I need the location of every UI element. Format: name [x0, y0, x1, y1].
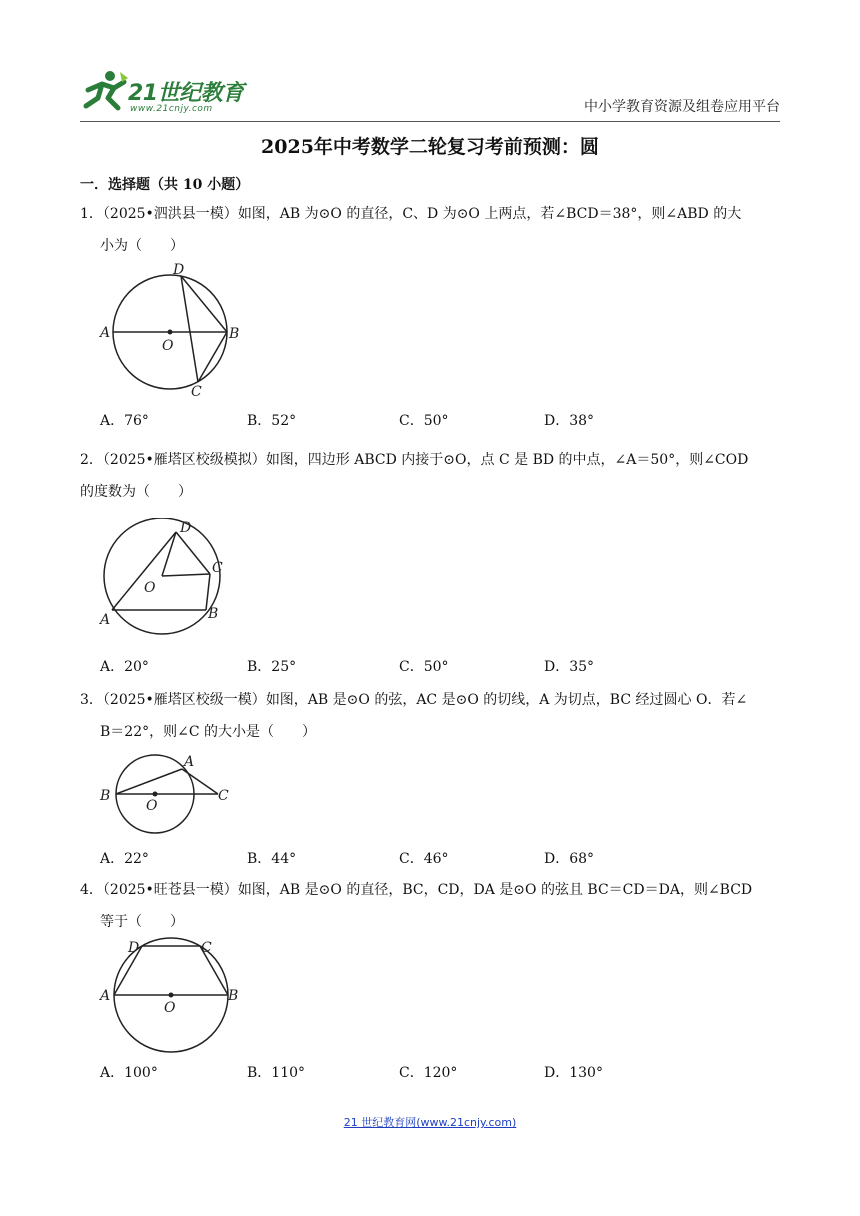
runner-logo-icon [80, 68, 130, 114]
figure-4 [96, 936, 246, 1058]
platform-label: 中小学教育资源及组卷应用平台 [584, 99, 780, 115]
label-b: B [100, 788, 111, 804]
option-b[interactable]: B．52° [247, 413, 297, 429]
question-number: 2． [80, 452, 103, 468]
option-b[interactable]: B．44° [247, 851, 297, 867]
page-header [80, 64, 780, 122]
question-3 [80, 684, 780, 748]
label-a: A [184, 754, 195, 770]
label-o: O [144, 580, 156, 596]
question-text: 如图，AB 为⊙O 的直径，C、D 为⊙O 上两点，若∠BCD＝38°，则∠ABD 的大 [237, 206, 742, 222]
logo-text: 21世纪教育 [128, 81, 244, 106]
option-a[interactable]: A．100° [100, 1065, 158, 1081]
label-b: B [229, 326, 240, 342]
question-source: （2025•泗洪县一模） [102, 206, 238, 222]
label-d: D [173, 262, 185, 278]
option-a[interactable]: A．22° [100, 851, 149, 867]
logo [80, 68, 250, 118]
label-o: O [146, 798, 158, 814]
option-c[interactable]: C．50° [399, 659, 449, 675]
question-source: （2025•雁塔区校级模拟） [102, 452, 266, 468]
question-number: 3． [80, 692, 103, 708]
label-c: C [191, 384, 202, 400]
footer-link[interactable]: 21 世纪教育网(www.21cnjy.com) [343, 1116, 517, 1129]
option-d[interactable]: D．130° [544, 1065, 603, 1081]
question-number: 1． [80, 206, 103, 222]
question-text: 如图，四边形 ABCD 内接于⊙O，点 C 是 BD 的中点，∠A＝50°，则∠COD [265, 452, 749, 468]
figure-2 [96, 518, 236, 648]
label-a: A [100, 325, 111, 341]
question-source: （2025•雁塔区校级一模） [102, 692, 266, 708]
question-text-cont: 的度数为（ ） [80, 484, 192, 500]
question-text-cont: 小为（ ） [100, 238, 184, 254]
option-d[interactable]: D．38° [544, 413, 595, 429]
label-a: A [100, 612, 111, 628]
question-text-cont: B＝22°，则∠C 的大小是（ ） [100, 724, 316, 740]
option-c[interactable]: C．50° [399, 413, 449, 429]
label-c: C [201, 940, 212, 956]
question-text-cont: 等于（ ） [100, 914, 184, 930]
option-d[interactable]: D．68° [544, 851, 595, 867]
option-b[interactable]: B．110° [247, 1065, 306, 1081]
label-o: O [162, 338, 174, 354]
header-divider [80, 121, 780, 122]
label-o: O [164, 1000, 176, 1016]
option-c[interactable]: C．120° [399, 1065, 458, 1081]
label-c: C [218, 788, 229, 804]
label-a: A [100, 988, 111, 1004]
option-a[interactable]: A．76° [100, 413, 149, 429]
option-c[interactable]: C．46° [399, 851, 449, 867]
question-text: 如图，AB 是⊙O 的弦，AC 是⊙O 的切线，A 为切点，BC 经过圆心 O．若∠ [265, 692, 748, 708]
label-b: B [208, 606, 219, 622]
question-1 [80, 198, 780, 262]
label-d: D [180, 520, 192, 536]
question-source: （2025•旺苍县一模） [102, 882, 238, 898]
page-title: 2025年中考数学二轮复习考前预测：圆 [261, 136, 599, 158]
figure-3 [96, 752, 246, 838]
option-b[interactable]: B．25° [247, 659, 297, 675]
question-text: 如图，AB 是⊙O 的直径，BC，CD，DA 是⊙O 的弦且 BC＝CD＝DA，则∠BCD [237, 882, 753, 898]
option-d[interactable]: D．35° [544, 659, 595, 675]
question-4 [80, 874, 780, 938]
label-c: C [212, 560, 223, 576]
option-a[interactable]: A．20° [100, 659, 149, 675]
label-b: B [228, 988, 239, 1004]
logo-url: www.21cnjy.com [130, 104, 213, 114]
section-heading: 一．选择题（共 10 小题） [80, 177, 250, 193]
figure-1 [96, 262, 246, 402]
label-d: D [128, 940, 140, 956]
question-2 [80, 444, 780, 508]
question-number: 4． [80, 882, 103, 898]
